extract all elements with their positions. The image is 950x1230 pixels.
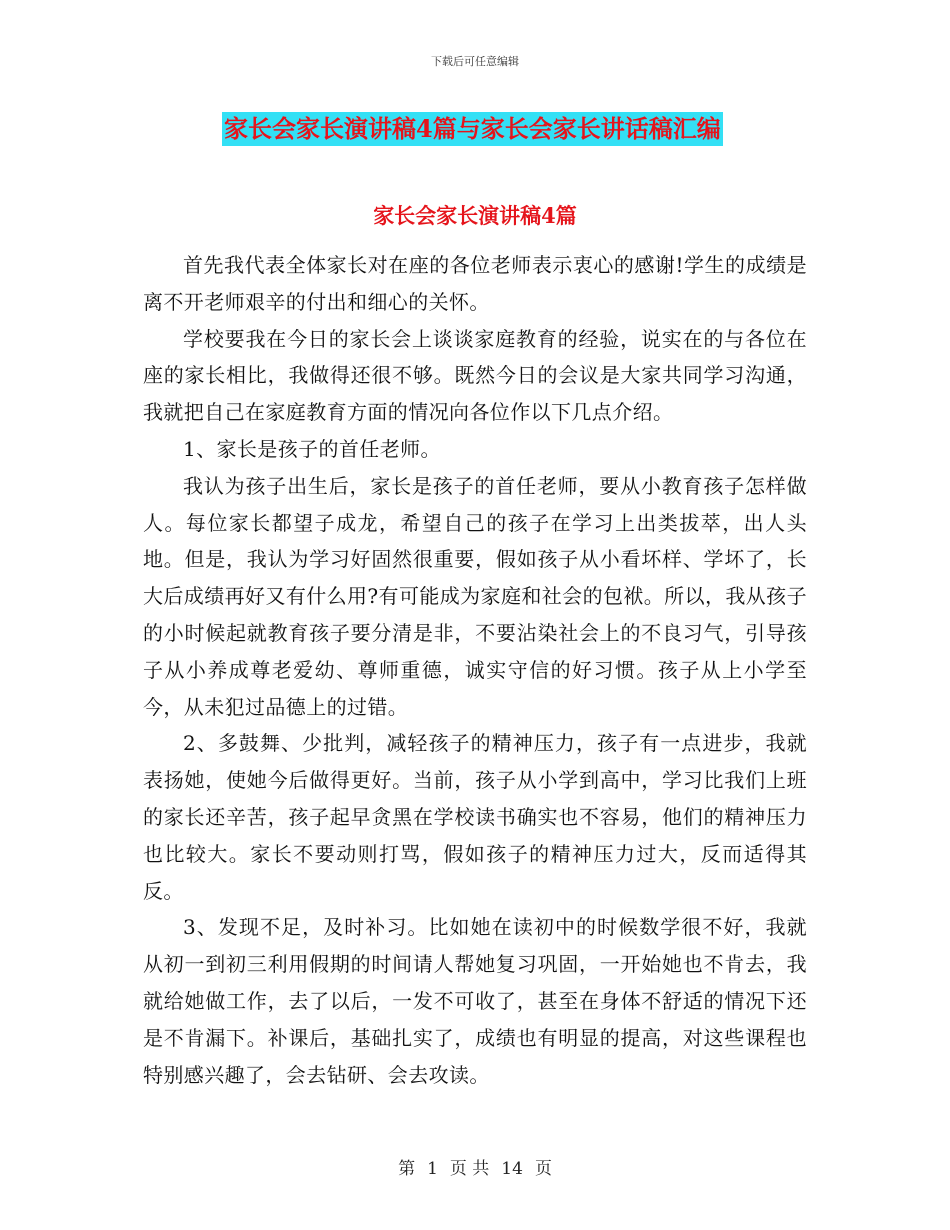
header-note: 下载后可任意编辑 bbox=[431, 55, 519, 68]
paragraph: 2、多鼓舞、少批判，减轻孩子的精神压力，孩子有一点进步，我就表扬她，使她今后做得更好。当前，孩子从小学到高中，学习比我们上班的家长还辛苦，孩子起早贪黑在学校读书确实也不容易，他们的精神压力也比较大。家长不要动则打骂，假如孩子的精神压力过大，反而适得其反。 bbox=[143, 731, 807, 903]
paragraph: 我认为孩子出生后，家长是孩子的首任老师，要从小教育孩子怎样做人。每位家长都望子成龙，希望自己的孩子在学习上出类拔萃，出人头地。但是，我认为学习好固然很重要，假如孩子从小看坏样、学坏了，长大后成绩再好又有什么用?有可能成为家庭和社会的包袱。所以，我从孩子的小时候起就教育孩子要分清是非，不要沾染社会上的不良习气，引导孩子从小养成尊老爱幼、尊师重德，诚实守信的好习惯。孩子从上小学至今，从未犯过品德上的过错。 bbox=[143, 473, 807, 719]
page-footer bbox=[0, 1154, 950, 1179]
paragraph: 3、发现不足，及时补习。比如她在读初中的时候数学很不好，我就从初一到初三利用假期的时间请人帮她复习巩固，一开始她也不肯去，我就给她做工作，去了以后，一发不可收了，甚至在身体不舒适的情况下还是不肯漏下。补课后，基础扎实了，成绩也有明显的提高，对这些课程也特别感兴趣了，会去钻研、会去攻读。 bbox=[143, 915, 807, 1087]
document-body bbox=[143, 247, 807, 1093]
paragraph: 1、家长是孩子的首任老师。 bbox=[183, 436, 441, 461]
paragraph: 首先我代表全体家长对在座的各位老师表示衷心的感谢!学生的成绩是离不开老师艰辛的付出和细心的关怀。 bbox=[143, 253, 807, 314]
paragraph: 学校要我在今日的家长会上谈谈家庭教育的经验，说实在的与各位在座的家长相比，我做得还很不够。既然今日的会议是大家共同学习沟通，我就把自己在家庭教育方面的情况向各位作以下几点介绍。 bbox=[143, 326, 807, 425]
current-page-number: 1 bbox=[427, 1159, 438, 1179]
document-title: 家长会家长演讲稿4篇与家长会家长讲话稿汇编 bbox=[222, 112, 723, 146]
total-pages-number: 14 bbox=[501, 1159, 523, 1179]
section-title: 家长会家长演讲稿4篇 bbox=[373, 203, 577, 228]
page-label-mid: 页 共 bbox=[449, 1159, 490, 1179]
page-label-prefix: 第 bbox=[398, 1159, 416, 1179]
page-label-suffix: 页 bbox=[534, 1159, 552, 1179]
